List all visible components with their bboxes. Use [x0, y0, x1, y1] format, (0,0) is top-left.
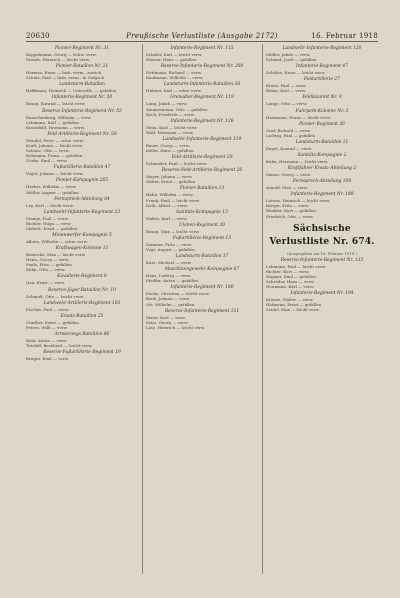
casualty-line: Hübner, Karl — schw. verw. [146, 88, 202, 94]
list-entry [26, 46, 138, 62]
list-entry [146, 285, 258, 306]
page-number: 20630 [26, 32, 50, 40]
casualty-line: Beck, Johann — verw. [146, 296, 190, 302]
casualty-line: Rosenfeld, Hermann — verw. [26, 124, 86, 130]
unit-heading: Kraftwagen-Kolonne 11 [55, 246, 109, 252]
casualty-line: Ley, Karl — leicht verw. [26, 202, 74, 208]
list-entry [146, 155, 258, 166]
column-divider [142, 44, 143, 574]
unit-heading: Reserve-Infanterie-Regiment 121 [164, 308, 240, 314]
casualty-line: Schulz, Paul — bish. verm., in Gefgsch. [26, 75, 106, 81]
unit-heading: Feld-Artillerie-Regiment 29 [171, 155, 233, 161]
unit-heading: Feldlazarett Nr. 9 [302, 95, 342, 101]
list-entry [266, 109, 378, 120]
casualty-line: Görke, Emil — verw. [26, 158, 68, 164]
casualty-line: Richter, Hugo — verw. [26, 220, 72, 226]
casualty-line: Kurz, Michael — verw. [146, 260, 192, 266]
casualty-line: Keller, Hans — gefallen [146, 148, 194, 154]
casualty-line: Pfeiffer, Anton — gefallen [146, 278, 198, 284]
casualty-line: Schöne, Otto — verw. [26, 148, 70, 154]
unit-heading: Feldartillerie 27 [304, 77, 340, 83]
casualty-line: Lorenz, Heinrich — leicht verw. [266, 198, 331, 204]
unit-heading: Landwehr-Infanterie-Regiment 119 [162, 136, 242, 142]
unit-heading: Reserve-Jäger-Bataillon Nr. 10 [48, 287, 116, 293]
unit-heading: Pionier-Bataillon 13 [179, 186, 225, 192]
list-entry [146, 254, 258, 265]
casualty-line: Seitz, Georg — verw. [146, 319, 189, 325]
list-entry [26, 332, 138, 348]
casualty-line: Maier, Karl — verw. [146, 314, 187, 320]
casualty-line: Winkler, Kurt — gefallen [266, 208, 316, 214]
list-entry [266, 179, 378, 190]
casualty-line: Schmidt, Otto — leicht verw. [26, 293, 85, 299]
list-entry [26, 350, 138, 361]
casualty-line: Müller, August — gefallen [26, 189, 79, 195]
list-entry [26, 301, 138, 312]
casualty-line: Kaufmann, Wilhelm — verw. [146, 75, 204, 81]
casualty-line: Kraft, Johann — leicht verw. [26, 142, 83, 148]
casualty-line: Herbst, Wilhelm — verw. [26, 184, 77, 190]
list-entry [26, 82, 138, 93]
casualty-line: Walter, Karl — verw. [146, 215, 188, 221]
casualty-line: Dettmann, Richard — verw. [146, 70, 202, 76]
casualty-line: Bauer, Georg — verw. [146, 142, 191, 148]
column-3 [266, 44, 378, 574]
casualty-line: Müller, Jakob — verw. [266, 52, 311, 57]
unit-heading: Maschinengewehr-Kompagnie 67 [164, 267, 240, 273]
list-entry [266, 291, 378, 312]
casualty-line: Hahn, Wilhelm — verw. [146, 192, 194, 198]
unit-heading: Pionier-Regiment 26 [299, 121, 345, 127]
list-entry [26, 246, 138, 272]
casualty-line: Stange, Paul — verw. [26, 215, 69, 221]
unit-heading: Infanterie-Regiment Nr. 180 [170, 285, 234, 291]
casualty-line: Kuhn, Hermann — leicht verw. [266, 158, 329, 164]
list-entry [146, 95, 258, 116]
unit-heading: Pionier-Kompagnie 265 [55, 178, 109, 184]
unit-heading: Infanterie-Regiment 47 [295, 64, 349, 70]
list-entry [146, 64, 258, 80]
unit-heading: Reserve-Fußartillerie-Regiment 19 [43, 350, 121, 356]
casualty-line: Wagner, Emil — gefallen [266, 273, 316, 279]
unit-heading: Pionier-Regiment Nr. 31 [54, 46, 110, 51]
list-entry [26, 210, 138, 231]
casualty-line: Stein, Karl — leicht verw. [146, 124, 198, 130]
casualty-line: Graf, Richard — verw. [266, 127, 311, 133]
unit-heading: Fuhrpark-Kolonne Nr. 3 [295, 108, 349, 114]
casualty-line: Engel, Konrad — verw. [266, 145, 313, 151]
list-entry [146, 223, 258, 234]
list-entry [146, 46, 258, 62]
unit-heading: Landsturm-Infanterie-Bataillon 36 [163, 82, 241, 88]
casualty-line: Pauls, Fritz — gefallen [26, 262, 72, 268]
unit-heading: Infanterie-Regiment Nr. 126 [170, 118, 234, 124]
casualty-line: Fuchs, Christian — leicht verw. [146, 291, 210, 297]
unit-heading: Reserve-Feld-Artillerie-Regiment 26 [161, 168, 243, 174]
casualty-line: Zimmermann, Otto — gefallen [146, 106, 208, 112]
casualty-line: Fischer, Paul — verw. [26, 306, 70, 312]
casualty-line: Reinecke, Max — leicht verw. [26, 252, 86, 258]
casualty-line: Wendel, Peter — schw. verw. [26, 137, 84, 143]
casualty-line: Kühn, Otto — verw. [26, 267, 66, 273]
list-entry [26, 165, 138, 176]
casualty-line: Tetzlaff, Bernhard — leicht verw. [26, 343, 93, 348]
list-entry [266, 140, 378, 151]
casualty-line: Schäfer, Karl — leicht verw. [146, 52, 203, 57]
casualty-line: Vogt, August — gefallen [146, 246, 195, 252]
list-entry [266, 258, 378, 289]
casualty-line: Schneider, Paul — leicht verw. [146, 161, 208, 167]
unit-heading: Sanitäts-Kompagnie 13 [176, 209, 228, 215]
casualty-line: Siebert, Ernst — gefallen [26, 225, 78, 231]
unit-heading: Fußartillerie-Bataillon 47 [53, 165, 111, 171]
list-entry [266, 166, 378, 177]
unit-heading: Infanterie-Regiment Nr. 115 [170, 46, 234, 51]
unit-heading: Armierungs-Bataillon 86 [54, 331, 110, 337]
page-header [26, 31, 378, 42]
casualty-line: Koch, Friedrich — verw. [146, 111, 195, 117]
casualty-line: Richter, Kurt — verw. [266, 268, 310, 274]
unit-heading: Ulanen-Regiment 20 [179, 222, 225, 228]
column-divider [262, 44, 263, 574]
unit-heading: Kraftfahrer-Ersatz-Abteilung 2 [287, 166, 357, 172]
unit-heading: Reserve-Infanterie-Regiment Nr. 53 [42, 108, 122, 114]
casualty-line: Günther, Ernst — gefallen [26, 319, 79, 325]
casualty-line: Sommer, Fritz — verw. [146, 241, 193, 247]
casualty-line: Lehmann, Karl — gefallen [26, 119, 79, 125]
casualty-line: Lang, Jakob — verw. [146, 101, 188, 107]
casualty-line: Roth, Albert — verw. [146, 202, 189, 208]
unit-heading: Grenadier-Regiment Nr. 119 [170, 95, 234, 101]
casualty-line: Peters, Willi — verw. [26, 324, 68, 330]
casualty-line: Schröder, Hans — verw. [266, 278, 315, 284]
list-entry [266, 95, 378, 106]
text-columns [26, 44, 378, 574]
casualty-line: Ludwig, Paul — gefallen [266, 132, 316, 138]
casualty-line: Braun, Max — leicht verw. [146, 228, 200, 234]
list-entry [26, 95, 138, 106]
casualty-line: Wolf, Hermann — verw. [146, 129, 194, 135]
list-entry [26, 233, 138, 244]
section-title: Sächsische Verlustliste Nr. 674. [269, 223, 375, 247]
unit-heading: Fernsprech-Abteilung 109 [292, 179, 352, 185]
list-entry [26, 64, 138, 80]
list-entry [146, 82, 258, 93]
casualty-line: Rohmann, Franz — gefallen [26, 153, 83, 159]
casualty-line: Werner, Hans — gefallen [146, 57, 197, 63]
casualty-line: Schulze, Ernst — leicht verw. [266, 70, 326, 76]
casualty-line: Böhm, Karl — verw. [266, 88, 307, 94]
list-entry [146, 168, 258, 184]
casualty-line: Braun, Konrad — leicht verw. [26, 101, 86, 107]
list-entry [26, 314, 138, 330]
casualty-line: Lutz, Heinrich — leicht verw. [146, 324, 206, 330]
list-entry [146, 137, 258, 153]
list-entry [266, 153, 378, 164]
casualty-line: Rauschenberg, Wilhelm — verw. [26, 114, 92, 120]
unit-heading: Infanterie-Regiment Nr. 104 [290, 291, 354, 297]
unit-heading: Landwehr-Artillerie-Regiment 103 [43, 300, 121, 306]
casualty-line: Hartmann, Franz — leicht verw. [266, 114, 331, 120]
casualty-line: Krüger, Emil — verw. [26, 356, 69, 362]
casualty-line: Koppelmann, Georg — Schw. verw. [26, 52, 97, 57]
casualty-line: Hermes, Ernst — bish. verm., zurück [26, 70, 102, 76]
list-entry [146, 267, 258, 283]
list-entry [26, 109, 138, 130]
casualty-line: Berger, Fritz — verw. [266, 203, 310, 209]
column-1 [26, 44, 138, 574]
casualty-line: Schmid, Josef — gefallen [266, 57, 317, 63]
unit-heading: Pionier-Bataillon Nr. 21 [55, 64, 109, 70]
list-entry [146, 119, 258, 135]
unit-heading: Reserve-Infanterie-Regiment Nr. 208 [160, 64, 244, 70]
unit-heading: Infanterie-Regiment Nr. 30 [51, 95, 113, 101]
unit-heading: Kavallerie-Regiment 8 [57, 274, 107, 280]
casualty-line: Lehmann, Paul — leicht verw. [266, 263, 327, 269]
casualty-line: Friedrich, Otto — verw. [266, 213, 314, 219]
list-entry [266, 192, 378, 218]
unit-heading: Landsturm-Bataillon 11 [295, 139, 349, 145]
casualty-line: Hofmann, Ernst — gefallen [266, 302, 322, 308]
unit-heading: Fernsprech-Abteilung 84 [54, 196, 110, 202]
unit-heading: Landwehr-Infanterie-Regiment 120 [282, 46, 362, 51]
casualty-line: Seidel, Max — leicht verw. [266, 307, 320, 313]
unit-heading: Minenwerfer-Kompagnie 5 [52, 232, 112, 238]
casualty-line: Albers, Wilhelm — schw. verw. [26, 238, 88, 244]
section-note: (Ausgegeben am 16. Februar 1918.) [287, 250, 357, 256]
casualty-line: Frank, Emil — leicht verw. [146, 197, 200, 203]
casualty-line: Bahr, Anton — verw. [26, 337, 68, 343]
casualty-line: Heim, Georg — verw. [26, 257, 70, 263]
unit-heading: Reserve-Infanterie-Regiment Nr. 133 [280, 257, 364, 263]
unit-heading: Fußartillerie-Regiment 13 [172, 235, 232, 241]
list-entry [26, 132, 138, 163]
unit-heading: Feld-Artillerie-Regiment Nr. 59 [47, 131, 117, 137]
list-entry [266, 77, 378, 93]
casualty-line: Haas, Ludwig — verw. [146, 273, 192, 279]
list-entry [266, 122, 378, 138]
unit-heading: Landsturm-Bataillon [59, 82, 105, 88]
list-entry [26, 197, 138, 208]
casualty-line: Dau, Ernst — verw. [26, 280, 66, 286]
list-entry [146, 309, 258, 330]
casualty-line: Lange, Otto — verw. [266, 101, 308, 107]
unit-heading: Ersatz-Bataillon 25 [60, 313, 104, 319]
list-entry [266, 64, 378, 75]
casualty-line: Mayer, Johann — verw. [146, 174, 193, 180]
list-entry [146, 236, 258, 252]
casualty-line: Kraus, Paul — verw. [266, 83, 307, 89]
casualty-line: Straub, Heinrich — leicht verw. [26, 57, 90, 63]
casualty-line: Hoffmann, Heinrich — Unteroffz. — gefallen [26, 88, 117, 94]
unit-heading: Sanitäts-Kompagnie 2 [297, 152, 347, 158]
list-entry [146, 186, 258, 207]
casualty-line: Weber, Ernst — gefallen [146, 179, 196, 185]
list-entry [26, 288, 138, 299]
issue-date: 16. Februar 1918 [311, 32, 378, 40]
unit-heading: Landwehr-Infanterie-Regiment 23 [44, 209, 120, 215]
unit-heading: Infanterie-Regiment Nr. 188 [290, 192, 354, 198]
unit-heading: Landsturm-Bataillon 37 [175, 254, 229, 260]
publication-title: Preußische Verlustliste (Ausgabe 2172) [126, 32, 278, 40]
casualty-line: Arnold, Max — verw. [266, 185, 309, 191]
casualty-line: Simon, Georg — verw. [266, 172, 312, 178]
list-entry [26, 274, 138, 285]
list-entry [266, 46, 378, 62]
list-entry [146, 210, 258, 221]
casualty-line: Krause, Walter — verw. [266, 297, 314, 303]
casualty-line: Vogel, Johann — leicht verw. [26, 171, 84, 177]
casualty-line: Ott, Wilhelm — gefallen [146, 301, 195, 307]
list-entry [26, 178, 138, 194]
casualty-line: Neumann, Karl — verw. [266, 283, 315, 289]
column-2 [146, 44, 258, 574]
